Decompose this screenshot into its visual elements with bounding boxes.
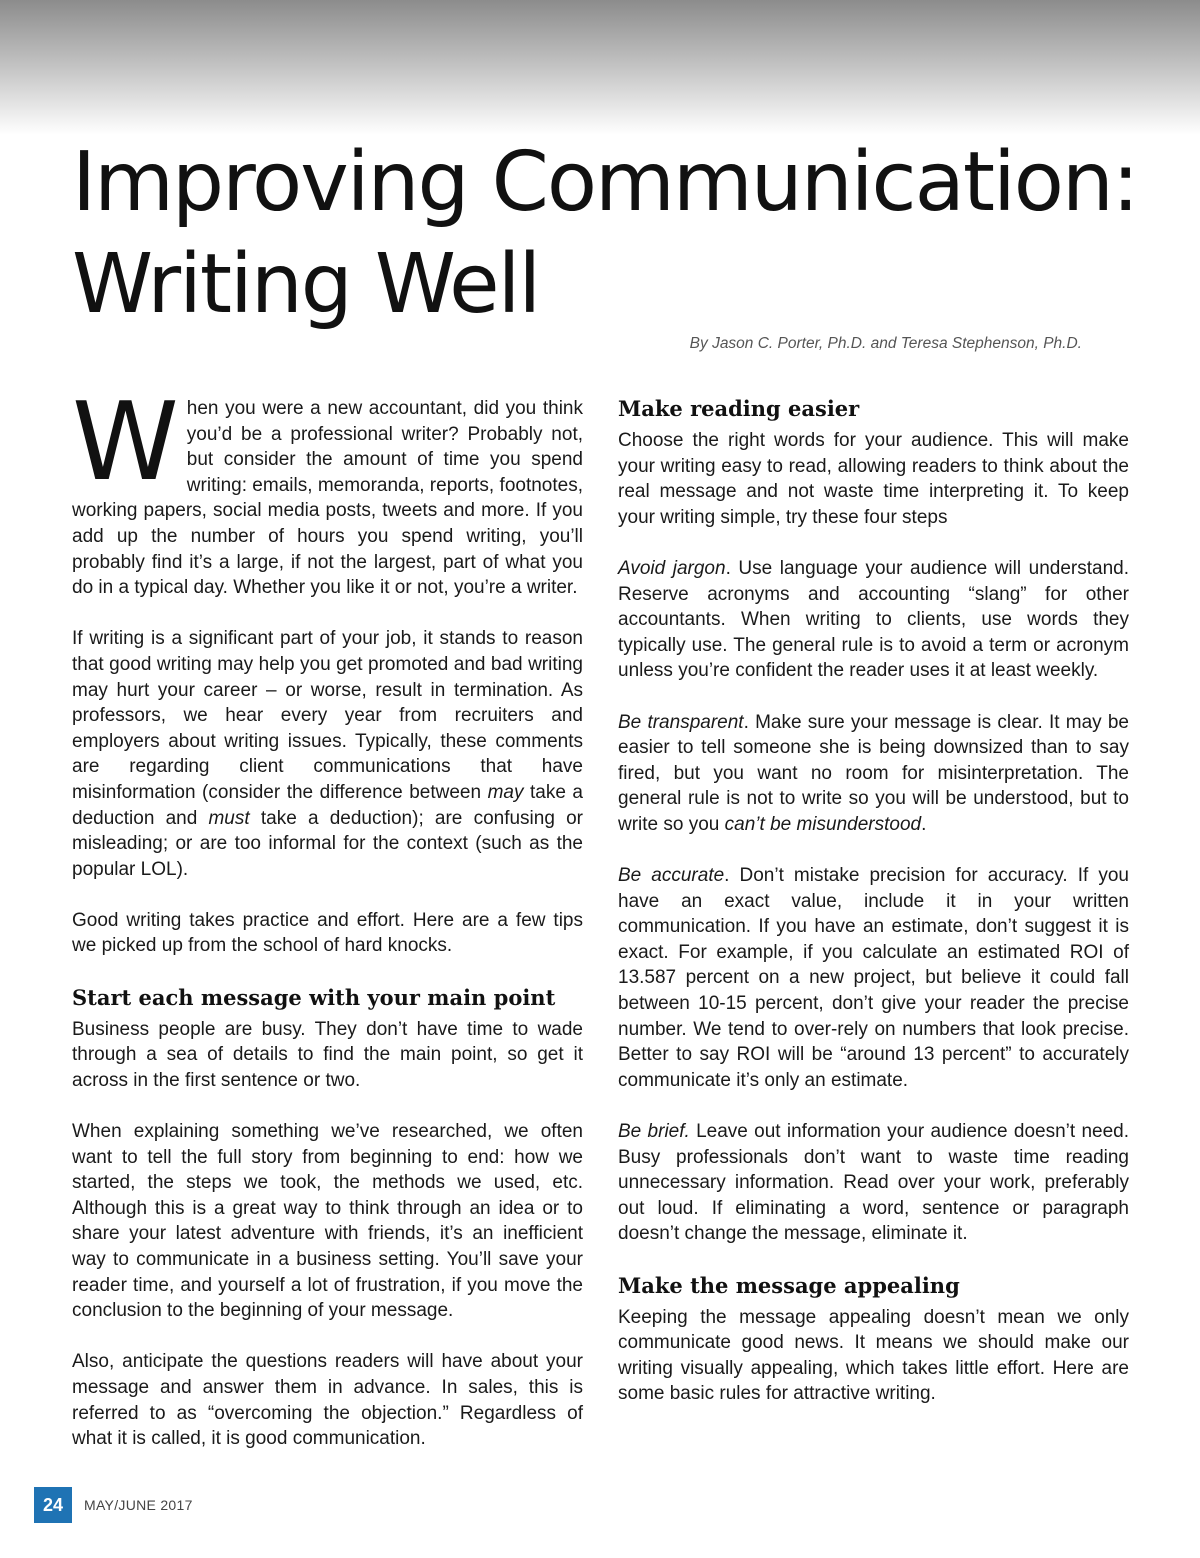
emphasis-be-brief: Be brief.	[618, 1121, 690, 1143]
paragraph-choose-words: Choose the right words for your audience. This will make your writing easy to read, allowing readers to think about the real message and not waste time interpreting it. To keep your writing simple, try these four steps	[618, 430, 1129, 528]
emphasis-must: must	[208, 807, 250, 829]
emphasis-avoid-jargon: Avoid jargon	[618, 557, 726, 579]
paragraph-text: take a deduction); are confusing or misleading; or are too informal for the context (such as the popular LOL).	[72, 807, 583, 880]
emphasis-may: may	[487, 781, 524, 803]
byline: By Jason C. Porter, Ph.D. and Teresa Stephenson, Ph.D.	[689, 335, 1082, 352]
paragraph-anticipate-questions: Also, anticipate the questions readers will have about your message and answer them in advance. In sales, this is referred to as “overcoming the objection.” Regardless of what it is called, it is good communication.	[72, 1351, 583, 1450]
emphasis-cant-be-misunderstood: can’t be misunderstood	[724, 813, 922, 835]
paragraph-text: .	[921, 813, 927, 835]
heading-message-appealing: Make the message appealing	[618, 1272, 960, 1298]
emphasis-be-accurate: Be accurate	[618, 865, 725, 887]
left-column	[72, 380, 584, 1477]
paragraph-busy-people: Business people are busy. They don’t have time to wade through a sea of details to find the main point, so get it across in the first sentence or two.	[72, 1018, 583, 1091]
title-line-1: Improving Communication:	[72, 135, 1138, 230]
paragraph-text: . Use language your audience will understand. Reserve acronyms and accounting “slang” for other accountants. When writing to clients, use words they typically use. The general rule is to avoid a term or acronym unless you’re confident the reader uses it at least weekly.	[618, 557, 1129, 682]
intro-text: hen you were a new accountant, did you think you’d be a professional writer? Probably not, but consider the amount of time you spend writing: emails, memoranda, reports, footnotes, working papers, social media posts, tweets and more. If you add up the number of hours you spend writing, you’ll probably find it’s a large, if not the largest, part of what you do in a typical day. Whether you like it or not, you’re a writer.	[72, 398, 583, 599]
issue-date: MAY/JUNE 2017	[84, 1497, 193, 1513]
title-line-2: Writing Well	[72, 237, 540, 332]
emphasis-be-transparent: Be transparent	[618, 711, 744, 733]
heading-main-point: Start each message with your main point	[72, 984, 556, 1010]
article-title	[72, 132, 1152, 336]
paragraph-text: . Don’t mistake precision for accuracy. If you have an exact value, include it in your written communication. If you have an estimate, don’t suggest it is exact. For example, if you calculate an estimated ROI of 13.587 percent on a new project, but believe it could fall between 10-15 percent, don’t give your reader the precise number. We tend to over-rely on numbers that look precise. Better to say ROI will be “around 13 percent” to accurately communicate it’s only an estimate.	[618, 865, 1129, 1091]
paragraph-text: take a deduction and	[72, 781, 584, 829]
heading-reading-easier: Make reading easier	[618, 396, 860, 421]
paragraph-avoid-jargon	[618, 556, 1129, 684]
paragraph-keeping-appealing: Keeping the message appealing doesn’t mean we only communicate good news. It means we should make our writing visually appealing, which takes little effort. Here are some basic rules for attractive writing.	[618, 1306, 1129, 1405]
paragraph-writing-significance	[72, 626, 583, 882]
paragraph-be-transparent	[618, 710, 1129, 838]
intro-paragraph	[72, 380, 583, 601]
paragraph-be-brief	[618, 1119, 1129, 1247]
paragraph-text: Leave out information your audience doesn’t need. Busy professionals don’t want to waste time reading unnecessary information. Read over your work, preferably out loud. If eliminating a word, sentence or paragraph doesn’t change the message, eliminate it.	[618, 1121, 1129, 1245]
header-gradient-band	[0, 0, 1200, 135]
paragraph-be-accurate	[618, 863, 1129, 1093]
right-column	[618, 396, 1129, 1433]
paragraph-text: If writing is a significant part of your job, it stands to reason that good writing may help you get promoted and bad writing may hurt your career – or worse, result in termination. As professors, we hear every year from recruiters and employers about writing issues. Typically, these comments are regarding client communications that have misinformation (consider the difference between	[72, 628, 583, 803]
page-number: 24	[34, 1487, 72, 1523]
paragraph-text: . Make sure your message is clear. It may be easier to tell someone she is being downsized than to say fired, but you want no room for misinterpretation. The general rule is not to write so you will be understood, but to write so you	[618, 711, 1129, 835]
paragraph-explaining-research: When explaining something we’ve researched, we often want to tell the full story from beginning to end: how we started, the steps we took, the methods we used, etc. Although this is a great way to think through an idea or to share your latest adventure with friends, it’s an inefficient way to communicate in a business setting. You’ll save your reader time, and yourself a lot of frustration, if you move the conclusion to the beginning of your message.	[72, 1121, 583, 1322]
paragraph-tips-intro: Good writing takes practice and effort. Here are a few tips we picked up from the school of hard knocks.	[72, 909, 583, 957]
drop-cap: W	[72, 380, 179, 505]
